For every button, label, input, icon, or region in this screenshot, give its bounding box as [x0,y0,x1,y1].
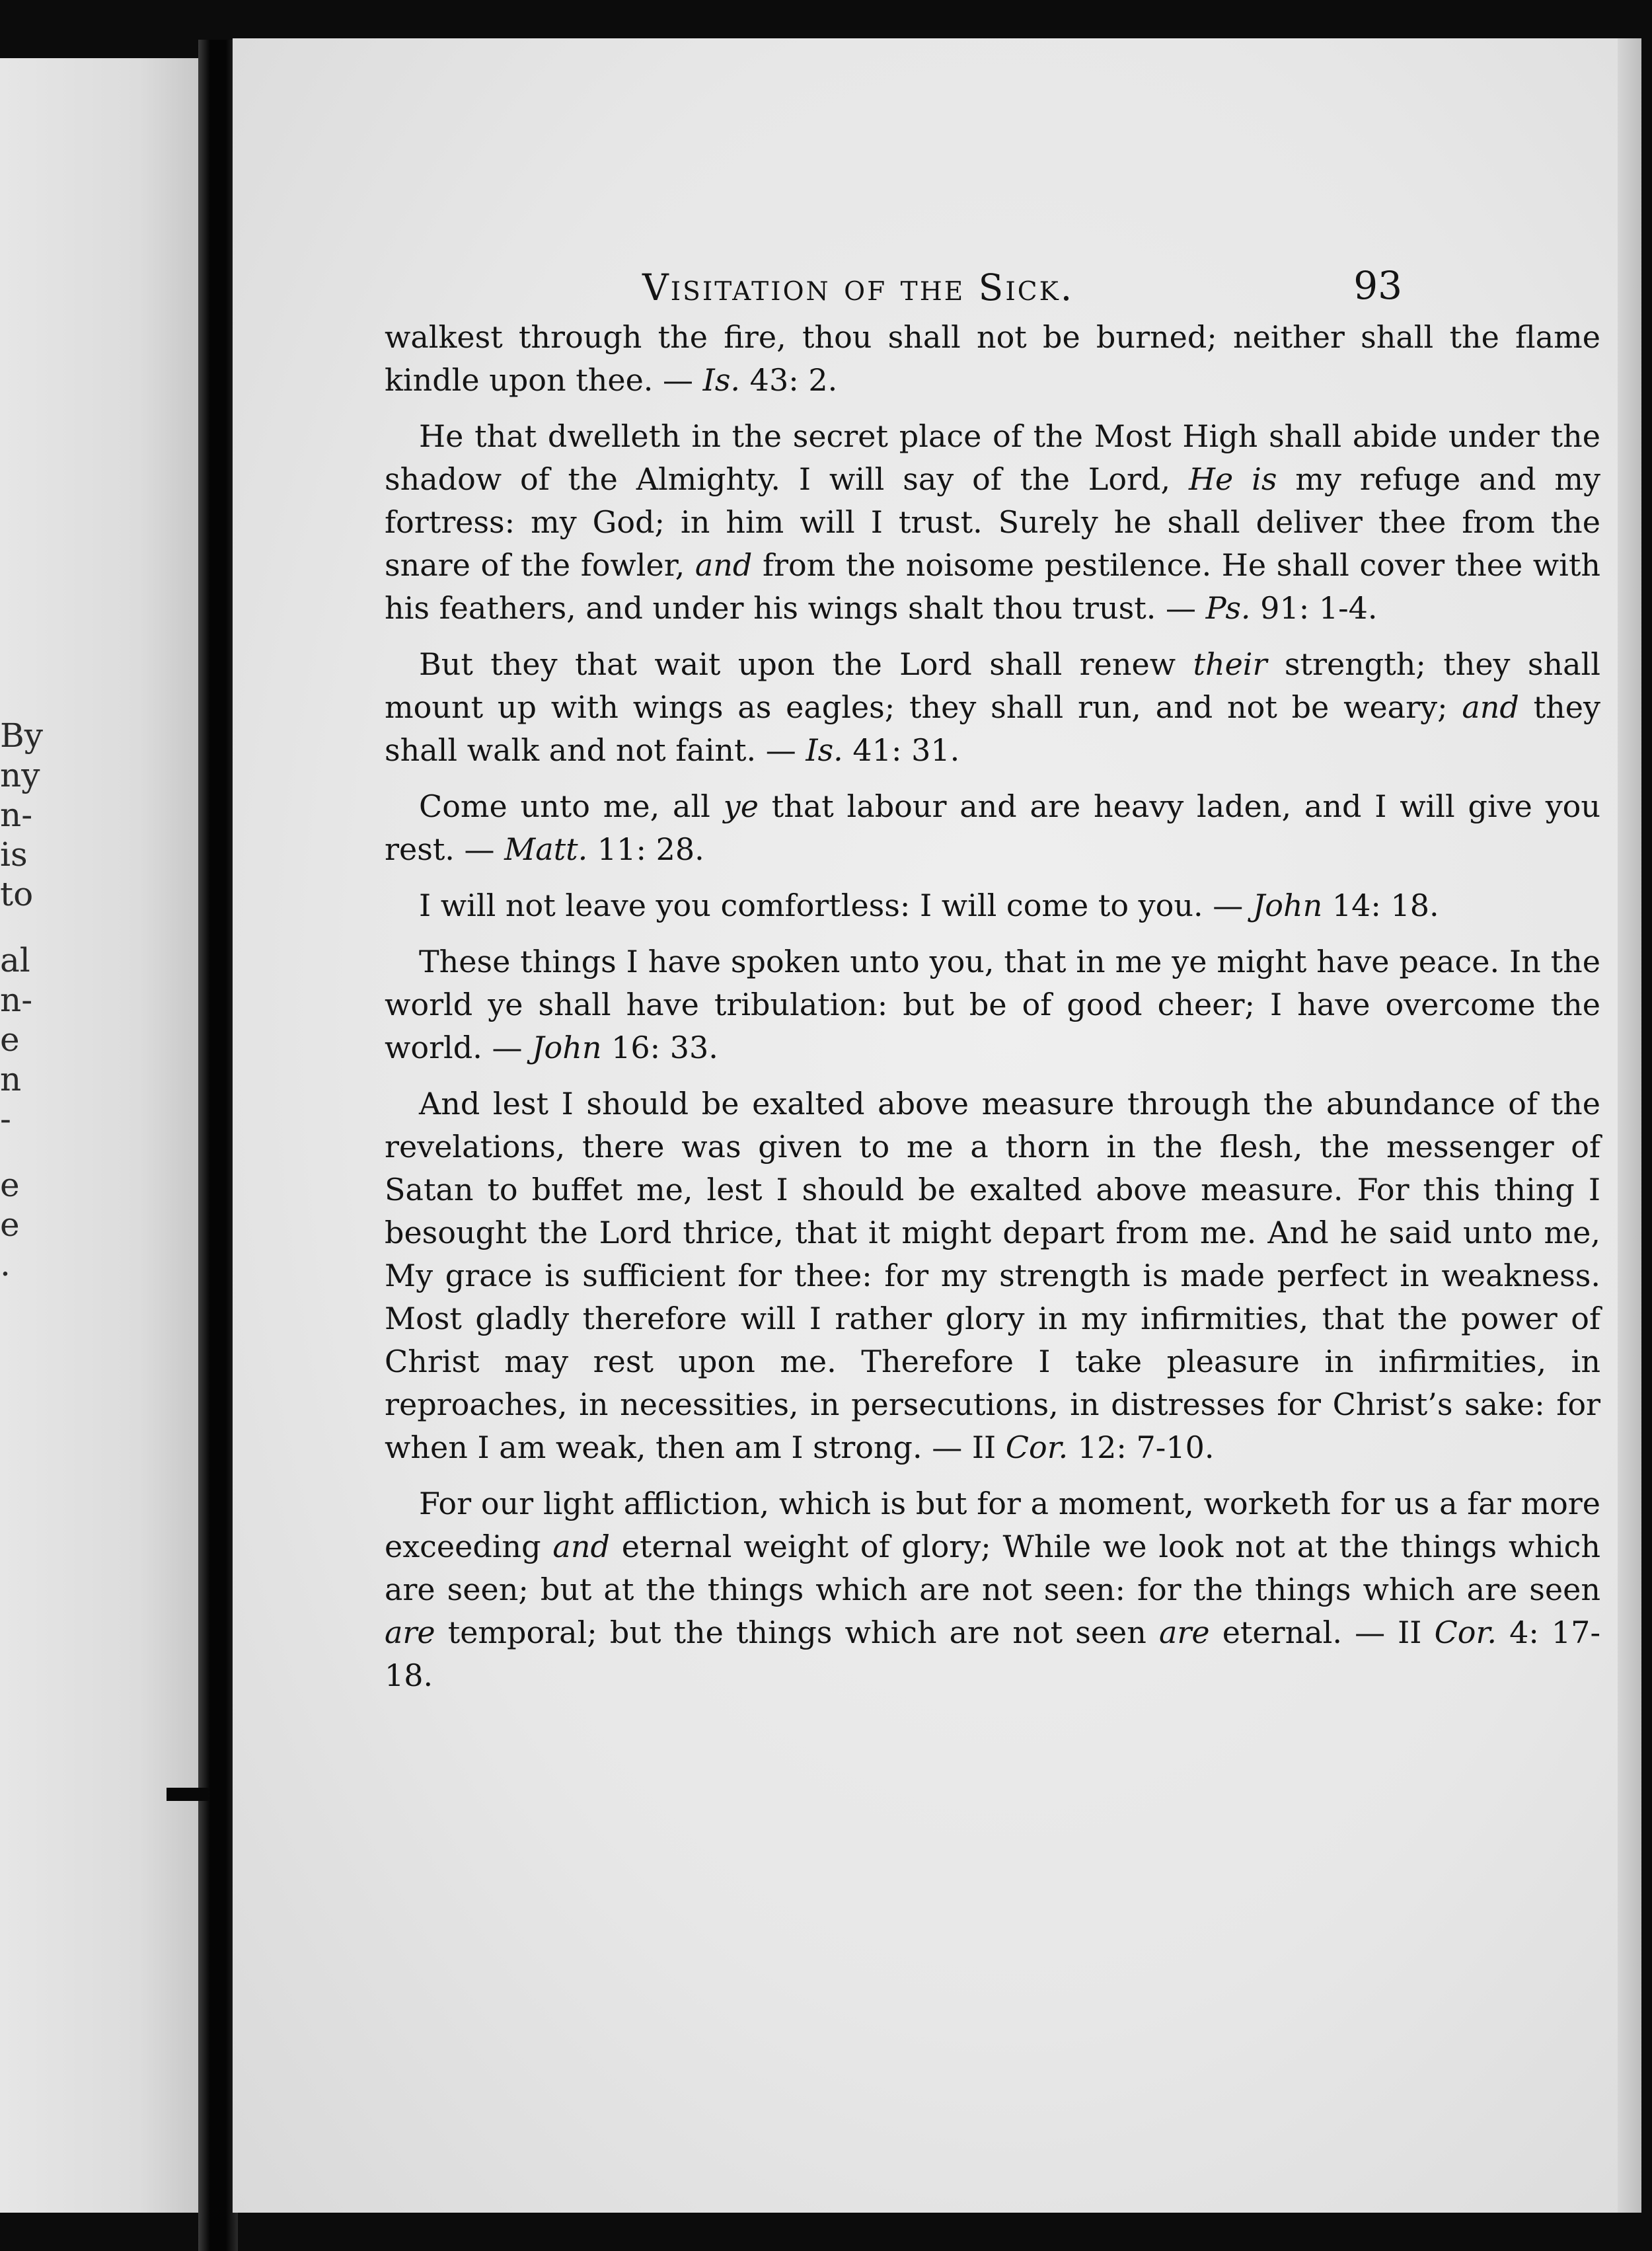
text-run: eternal. — II [1209,1615,1435,1650]
italic-text: their [1193,646,1267,682]
paragraph-2-corinthians-12 [385,1083,1600,1469]
italic-text: are [385,1615,435,1650]
text-run: I will not leave you comfortless: I will come to you. — [419,888,1253,923]
facing-page-fragment [0,58,198,2213]
facing-page-letters: n [0,1060,22,1098]
facing-page-letters: is [0,835,28,874]
text-run: my refuge and my fortress: my God; in him will I trust. Surely he shall deliver thee from the snare of the fowler, [385,461,1601,583]
facing-page-letters: By [0,716,43,755]
text-run: 41: 31. [843,732,960,768]
text-run: 4: 17-18. [385,1615,1600,1693]
facing-page-letters: to [0,875,34,913]
text-run: walkest through the fire, thou shall not be burned; neither shall the flame kindle upon thee. — [385,319,1600,398]
text-run: they shall walk and not faint. — [385,689,1600,768]
page-edge [1618,38,1641,2213]
page-number: 93 [1353,263,1402,308]
italic-text: ye [723,788,759,824]
running-head: Visitation of the Sick. [642,266,1074,309]
facing-page-letters: n- [0,796,33,834]
italic-text: Cor. [1434,1615,1497,1650]
paragraph-john-16 [385,940,1600,1069]
text-run: These things I have spoken unto you, that in me ye might have peace. In the world ye shall have tribulation: but be of good cheer; I have overcome the world. — [385,944,1600,1065]
paragraph-john-14 [385,884,1600,927]
italic-text: John [532,1030,602,1065]
italic-text: Is. [806,732,843,768]
book-page [233,38,1641,2213]
paragraph-2-corinthians-4 [385,1482,1600,1697]
body-text [385,316,1600,1710]
paragraph-continuation [385,316,1600,402]
text-run: For our light affliction, which is but for a moment, worketh for us a far more exceeding [385,1486,1600,1564]
text-run: eternal weight of glory; While we look not at the things which are seen; but at the things which are not seen: for the things which are seen [385,1529,1600,1607]
italic-text: are [1158,1615,1210,1650]
facing-page-letters: e [0,1020,20,1059]
facing-page-letters: n- [0,981,33,1019]
facing-page-letters: e [0,1166,20,1204]
binding-mark [167,1788,209,1801]
italic-text: John [1252,888,1323,923]
text-run: 12: 7-10. [1068,1430,1215,1465]
italic-text: He is [1188,461,1277,497]
italic-text: and [695,547,753,583]
italic-text: Cor. [1005,1430,1069,1465]
text-run: 91: 1-4. [1250,590,1378,626]
text-run: that labour and are heavy laden, and I will give you rest. — [385,788,1600,867]
paragraph-isaiah-41 [385,643,1600,772]
text-run: 43: 2. [740,362,838,398]
italic-text: Matt. [504,831,588,867]
facing-page-letters: ny [0,756,40,794]
text-run: from the noisome pestilence. He shall cover thee with his feathers, and under his wings shalt thou trust. — [385,547,1600,626]
paragraph-psalm-91 [385,415,1600,630]
book-gutter [198,40,238,2251]
facing-page-letters: . [0,1245,11,1283]
text-run: But they that wait upon the Lord shall renew [419,646,1193,682]
text-run: strength; they shall mount up with wings as eagles; they shall run, and not be weary; [385,646,1600,725]
text-run: Come unto me, all [419,788,724,824]
italic-text: Ps. [1205,590,1251,626]
text-run: 16: 33. [601,1030,718,1065]
paragraph-matthew-11 [385,785,1600,871]
facing-page-letters: al [0,941,30,979]
text-run: 14: 18. [1322,888,1439,923]
italic-text: and [1462,689,1519,725]
facing-page-letters: - [0,1100,11,1138]
facing-page-letters: e [0,1205,20,1244]
text-run: temporal; but the things which are not seen [435,1615,1159,1650]
text-run: He that dwelleth in the secret place of the Most High shall abide under the shadow of the Almighty. I will say of the Lord, [385,418,1600,497]
text-run: And lest I should be exalted above measure through the abundance of the revelations, there was given to me a thorn in the flesh, the messenger of Satan to buffet me, lest I should be exalted above measure. For this thing I besought the Lord thrice, that it might depart from me. And he said unto me, My grace is sufficient for thee: for my strength is made perfect in weakness. Most gladly therefore will I rather glory in my infirmities, that the power of Christ may rest upon me. Therefore I take pleasure in infirmities, in reproaches, in necessities, in persecutions, in distresses for Christ’s sake: for when I am weak, then am I strong. — II [385,1086,1600,1465]
text-run: 11: 28. [587,831,704,867]
italic-text: and [552,1529,610,1564]
italic-text: Is. [702,362,741,398]
